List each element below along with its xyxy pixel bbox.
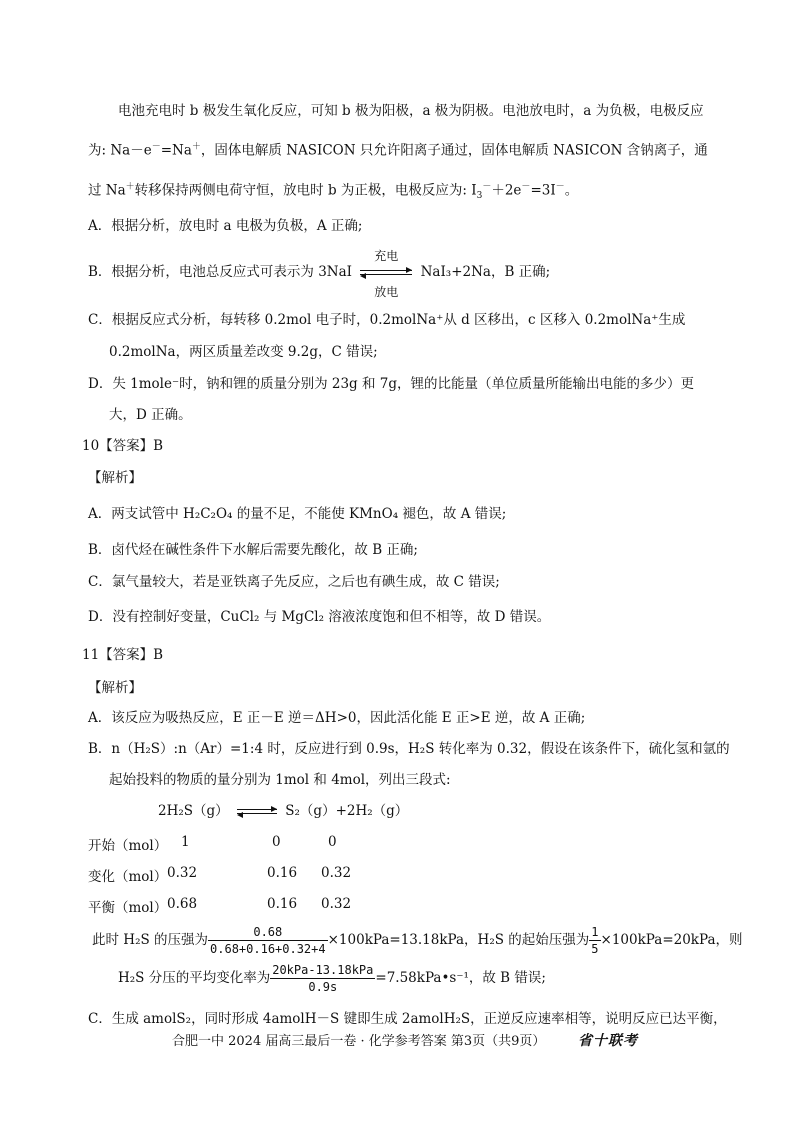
q10-answer: 10【答案】B xyxy=(82,438,164,454)
table-row-equilibrium-a: 0.68 xyxy=(167,896,198,912)
intro-line-3-part-a: 过 Na xyxy=(88,182,126,199)
intro-line-2-part-c: ，固体电解质 NASICON 只允许阳离子通过，固体电解质 NASICON 含钠离子，通 xyxy=(200,142,708,159)
intro-line-1: 电池充电时 b 极发生氧化反应，可知 b 极为阳极，a 极为阴极。电池放电时，a 为负极，电极反应 xyxy=(118,103,704,119)
reaction-products: S₂（g）+2H₂（g） xyxy=(285,803,409,819)
q11-option-b-line-1: B．n（H₂S）:n（Ar）=1:4 时，反应进行到 0.9s，H₂S 转化率为 0.32，假设在该条件下，硫化氢和氩的 xyxy=(88,741,730,757)
intro-line-3-part-b: 转移保持两侧电荷守恒，放电时 b 为正极，电极反应为: I xyxy=(134,182,477,199)
equilibrium-arrow-icon xyxy=(360,248,412,299)
table-row-start-c: 0 xyxy=(328,834,337,850)
table-row-change-c: 0.32 xyxy=(321,865,352,881)
intro-line-3-part-e: 。 xyxy=(564,182,579,199)
intro-line-2: 为: Na－e－=Na＋，固体电解质 NASICON 只允许阳离子通过，固体电解质 NASICON 含钠离子，通 xyxy=(88,142,708,159)
q10-option-b: B．卤代烃在碱性条件下水解后需要先酸化，故 B 正确; xyxy=(88,542,418,558)
reaction-equation xyxy=(158,802,408,820)
q9-option-b-pre: B．根据分析，电池总反应式可表示为 3NaI xyxy=(88,264,352,280)
table-row-change-b: 0.16 xyxy=(267,865,298,881)
rate-calculation xyxy=(118,960,546,996)
rate-fraction xyxy=(270,962,375,995)
q9-option-a: A．根据分析，放电时 a 电极为负极，A 正确; xyxy=(88,218,363,234)
q9-option-d-line-2: 大，D 正确。 xyxy=(109,407,192,423)
q9-option-c-line-2: 0.2molNa，两区质量差改变 9.2g，C 错误; xyxy=(109,344,378,360)
intro-line-3: 过 Na＋转移保持两侧电荷守恒，放电时 b 为正极，电极反应为: $I_3^-+2e^-=3I^-$。 xyxy=(88,182,579,202)
q11-option-b-line-2: 起始投料的物质的量分别为 1mol 和 4mol，列出三段式: xyxy=(109,772,451,788)
initial-pressure-numerator: 1 xyxy=(591,925,599,939)
initial-pressure-fraction xyxy=(589,924,600,957)
intro-line-3-part-d: =3I xyxy=(530,182,556,199)
intro-line-2-part-b: =Na xyxy=(160,142,192,159)
q9-option-b xyxy=(88,248,551,299)
q9-option-c-line-1: C．根据反应式分析，每转移 0.2mol 电子时，0.2molNa⁺从 d 区移出，c 区移入 0.2molNa⁺生成 xyxy=(88,312,686,328)
pressure-post: ×100kPa=20kPa，则 xyxy=(600,932,743,948)
intro-line-3-part-c: ＋2e xyxy=(491,182,522,199)
q10-option-c: C．氯气量较大，若是亚铁离子先反应，之后也有碘生成，故 C 错误; xyxy=(88,574,500,590)
q10-option-a: A．两支试管中 H₂C₂O₄ 的量不足，不能使 KMnO₄ 褪色，故 A 错误; xyxy=(88,506,507,522)
table-row-change-a: 0.32 xyxy=(167,865,198,881)
publisher-seal: 省十联考 xyxy=(578,1033,638,1049)
q11-option-a: A．该反应为吸热反应，E 正－E 逆＝ΔH>0，因此活化能 E 正>E 逆，故 A 正确; xyxy=(88,710,586,726)
reaction-equilibrium-arrow-icon xyxy=(237,806,277,818)
q9-option-d-line-1: D．失 1mole⁻时，钠和锂的质量分别为 23g 和 7g，锂的比能量（单位质量所能输出电能的多少）更 xyxy=(88,376,694,392)
pressure-fraction-numerator: 0.68 xyxy=(208,924,328,941)
q11-answer: 11【答案】B xyxy=(82,647,164,663)
q11-option-c: C．生成 amolS₂，同时形成 4amolH－S 键即生成 2amolH₂S，正逆反应速率相等，说明反应已达平衡， xyxy=(88,1011,727,1027)
q11-analysis-heading: 【解析】 xyxy=(88,680,142,696)
rate-fraction-denominator: 0.9s xyxy=(308,980,338,994)
page-footer: 合肥一中 2024 届高三最后一卷 · 化学参考答案 第3页（共9页） xyxy=(172,1034,546,1049)
rate-pre: H₂S 分压的平均变化率为 xyxy=(118,970,271,986)
q10-analysis-heading: 【解析】 xyxy=(88,470,142,486)
initial-pressure-denominator: 5 xyxy=(591,942,599,956)
rate-post: =7.58kPa•s⁻¹，故 B 错误; xyxy=(375,970,546,986)
table-row-start-b: 0 xyxy=(272,834,281,850)
rate-fraction-numerator: 20kPa-13.18kPa xyxy=(272,963,374,977)
pressure-calculation xyxy=(92,922,743,958)
intro-line-2-part-a: 为: Na－e xyxy=(88,142,152,159)
table-row-start-a: 1 xyxy=(181,834,190,850)
pressure-mid: ×100kPa=13.18kPa，H₂S 的起始压强为 xyxy=(327,932,590,948)
charge-label: 充电 xyxy=(374,248,399,263)
discharge-label: 放电 xyxy=(374,284,399,299)
q10-option-d: D．没有控制好变量，CuCl₂ 与 MgCl₂ 溶液浓度饱和但不相等，故 D 错误。 xyxy=(88,609,551,625)
table-row-change-label: 变化（mol） xyxy=(88,869,168,885)
pressure-fraction-denominator: 0.68+0.16+0.32+4 xyxy=(210,942,326,956)
table-row-equilibrium-c: 0.32 xyxy=(321,896,352,912)
pressure-fraction xyxy=(208,924,328,957)
table-row-start-label: 开始（mol） xyxy=(88,838,168,854)
table-row-equilibrium-b: 0.16 xyxy=(267,896,298,912)
q9-option-b-post: NaI₃+2Na，B 正确; xyxy=(420,264,551,280)
table-row-equilibrium-label: 平衡（mol） xyxy=(88,900,168,916)
pressure-pre: 此时 H₂S 的压强为 xyxy=(92,932,209,948)
reaction-reactant: 2H₂S（g） xyxy=(158,803,229,819)
